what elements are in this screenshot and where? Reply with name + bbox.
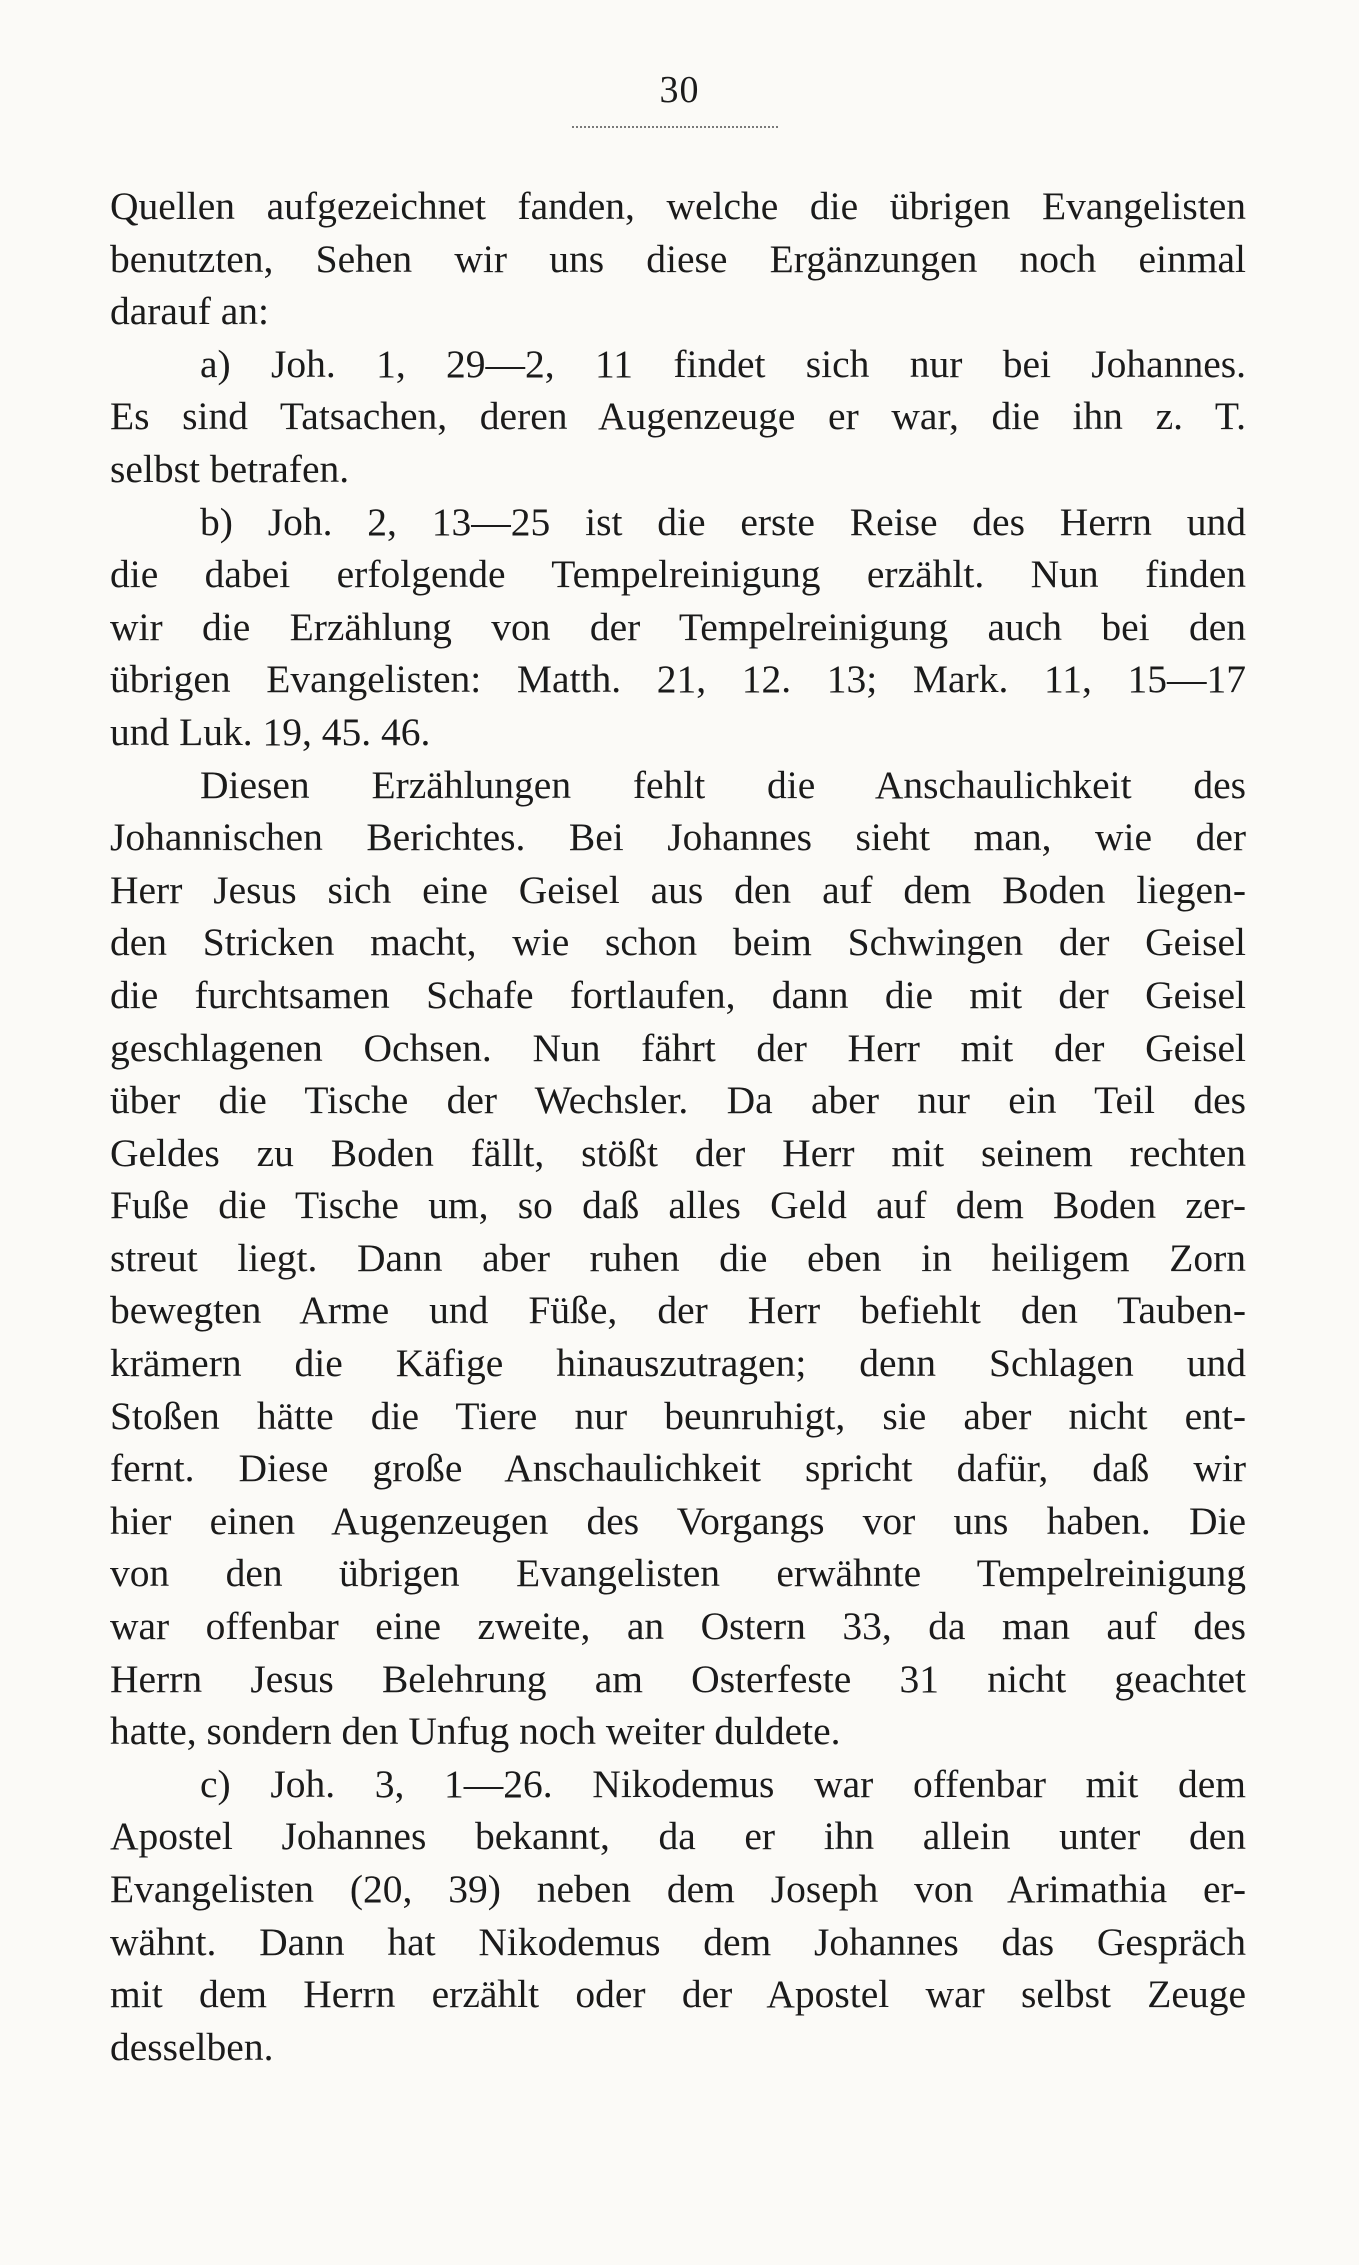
text-line: von den übrigen Evangelisten erwähnte Tempelreinigung [110, 1551, 1246, 1596]
text-line: Quellen aufgezeichnet fanden, welche die übrigen Evangelisten [110, 184, 1246, 228]
text-line: übrigen Evangelisten: Matth. 21, 12. 13; Mark. 11, 15—17 [110, 657, 1246, 702]
text-line: desselben. [110, 2024, 274, 2069]
text-line: über die Tische der Wechsler. Da aber nur ein Teil des [110, 1078, 1246, 1123]
page-number: 30 [659, 69, 700, 111]
text-line: Stoßen hätte die Tiere nur beunruhigt, sie aber nicht ent- [110, 1393, 1246, 1438]
text-line: Herrn Jesus Belehrung am Osterfeste 31 nicht geachtet [110, 1656, 1246, 1701]
body-text [110, 180, 1246, 2073]
text-line: a) Joh. 1, 29—2, 11 findet sich nur bei Johannes. [200, 341, 1246, 386]
text-line: die dabei erfolgende Tempelreinigung erzählt. Nun finden [110, 552, 1246, 597]
text-line: wir die Erzählung von der Tempelreinigung auch bei den [110, 604, 1246, 649]
text-line: die furchtsamen Schafe fortlaufen, dann die mit der Geisel [110, 972, 1246, 1017]
text-line: Evangelisten (20, 39) neben dem Joseph von Arimathia er- [110, 1867, 1246, 1911]
text-line: den Stricken macht, wie schon beim Schwingen der Geisel [110, 920, 1246, 965]
text-line: Fuße die Tische um, so daß alles Geld auf dem Boden zer- [110, 1183, 1246, 1228]
paragraph-section-c [110, 1758, 1246, 2074]
text-line: benutzten, Sehen wir uns diese Ergänzungen noch einmal [110, 236, 1246, 281]
text-line: selbst betrafen. [110, 446, 350, 491]
text-line: und Luk. 19, 45. 46. [110, 709, 431, 754]
paragraph-section-b [110, 496, 1246, 759]
text-line: bewegten Arme und Füße, der Herr befiehlt den Tauben- [110, 1288, 1246, 1333]
text-line: mit dem Herrn erzählt oder der Apostel war selbst Zeuge [110, 1972, 1246, 2017]
text-line: war offenbar eine zweite, an Ostern 33, da man auf des [110, 1604, 1246, 1649]
paragraph-section-b-discussion [110, 759, 1246, 1758]
text-line: hatte, sondern den Unfug noch weiter duldete. [110, 1709, 841, 1754]
text-line: Apostel Johannes bekannt, da er ihn allein unter den [110, 1814, 1246, 1859]
text-line: Geldes zu Boden fällt, stößt der Herr mit seinem rechten [110, 1130, 1246, 1175]
text-line: fernt. Diese große Anschaulichkeit spricht dafür, daß wir [110, 1446, 1246, 1491]
header-rule [572, 126, 778, 128]
text-line: Es sind Tatsachen, deren Augenzeuge er war, die ihn z. T. [110, 394, 1246, 439]
text-line: geschlagenen Ochsen. Nun fährt der Herr mit der Geisel [110, 1025, 1246, 1070]
text-line: wähnt. Dann hat Nikodemus dem Johannes das Gespräch [110, 1919, 1246, 1964]
text-line: c) Joh. 3, 1—26. Nikodemus war offenbar mit dem [200, 1761, 1246, 1806]
text-line: hier einen Augenzeugen des Vorgangs vor uns haben. Die [110, 1498, 1246, 1543]
paragraph-intro [110, 180, 1246, 338]
text-line: Diesen Erzählungen fehlt die Anschaulichkeit des [200, 762, 1246, 807]
text-line: darauf an: [110, 289, 270, 334]
text-line: streut liegt. Dann aber ruhen die eben in heiligem Zorn [110, 1235, 1246, 1280]
paragraph-section-a [110, 338, 1246, 496]
text-line: Johannischen Berichtes. Bei Johannes sieht man, wie der [110, 815, 1246, 860]
text-line: b) Joh. 2, 13—25 ist die erste Reise des Herrn und [200, 499, 1246, 544]
text-line: krämern die Käfige hinauszutragen; denn Schlagen und [110, 1341, 1246, 1386]
text-line: Herr Jesus sich eine Geisel aus den auf dem Boden liegen- [110, 867, 1246, 912]
